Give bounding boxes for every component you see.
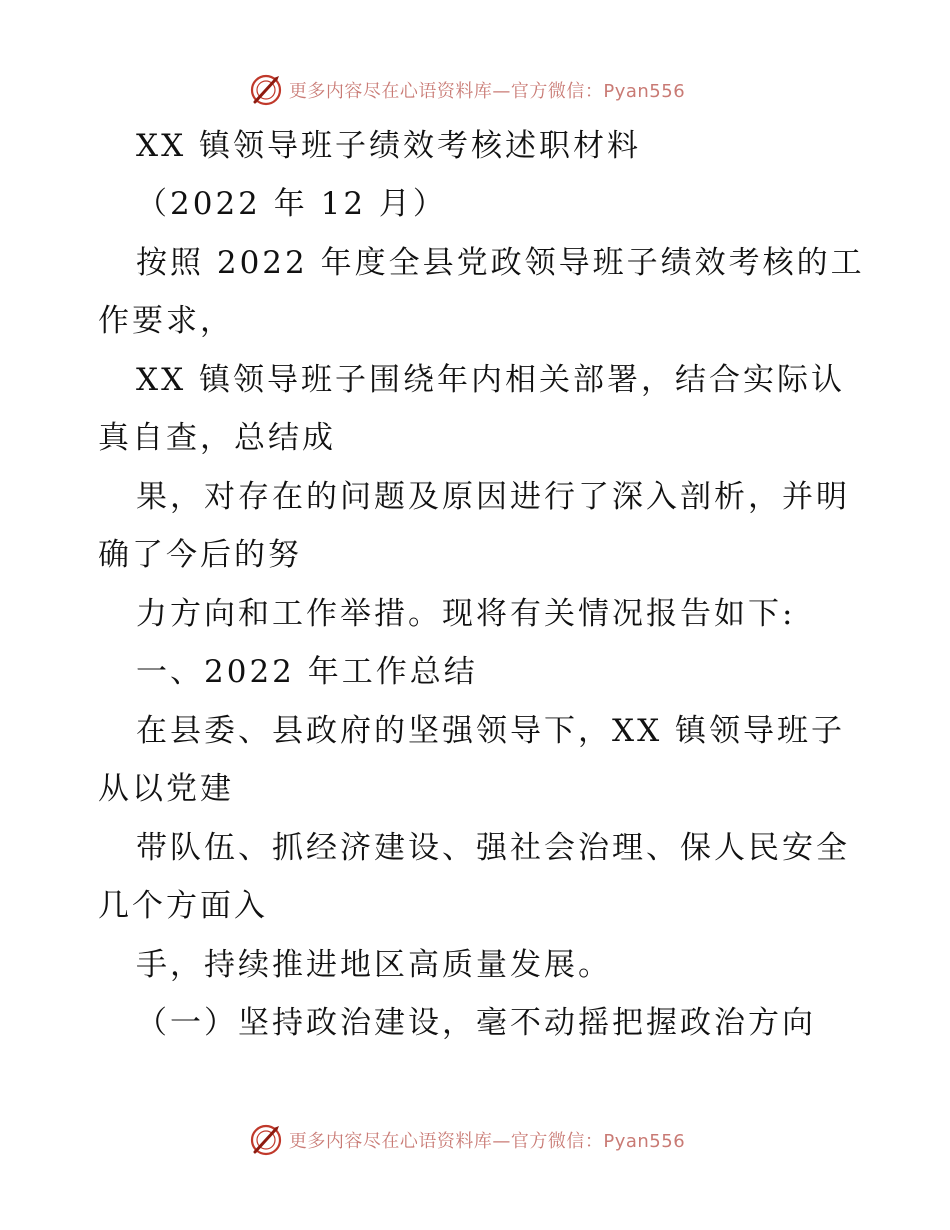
paragraph-line: 带队伍、抓经济建设、强社会治理、保人民安全 — [136, 830, 850, 866]
paragraph-line: 作要求， — [98, 303, 234, 339]
paragraph-line: 从以党建 — [98, 771, 234, 807]
pen-seal-logo-icon — [249, 1123, 283, 1157]
paragraph-line: 力方向和工作举措。现将有关情况报告如下: — [136, 596, 796, 632]
document-date: （2022 年 12 月） — [136, 186, 447, 222]
paragraph-line: 果，对存在的问题及原因进行了深入剖析，并明 — [136, 479, 850, 515]
paragraph-line: 真自查，总结成 — [98, 420, 336, 456]
watermark-text: 更多内容尽在心语资料库—官方微信：Pyan556 — [288, 1131, 686, 1152]
paragraph-line: XX 镇领导班子围绕年内相关部署，结合实际认 — [136, 362, 845, 398]
paragraph-line: 确了今后的努 — [98, 537, 302, 573]
subsection-heading: （一）坚持政治建设，毫不动摇把握政治方向 — [136, 1005, 816, 1041]
paragraph-line: 按照 2022 年度全县党政领导班子绩效考核的工 — [136, 245, 865, 281]
bottom-watermark — [0, 1120, 950, 1160]
section-heading: 一、2022 年工作总结 — [136, 654, 478, 690]
paragraph-line: 手，持续推进地区高质量发展。 — [136, 947, 612, 983]
paragraph-line: 在县委、县政府的坚强领导下，XX 镇领导班子 — [136, 713, 845, 749]
watermark-text: 更多内容尽在心语资料库—官方微信：Pyan556 — [288, 81, 686, 102]
document-title: XX 镇领导班子绩效考核述职材料 — [136, 128, 641, 164]
paragraph-line: 几个方面入 — [98, 888, 268, 924]
